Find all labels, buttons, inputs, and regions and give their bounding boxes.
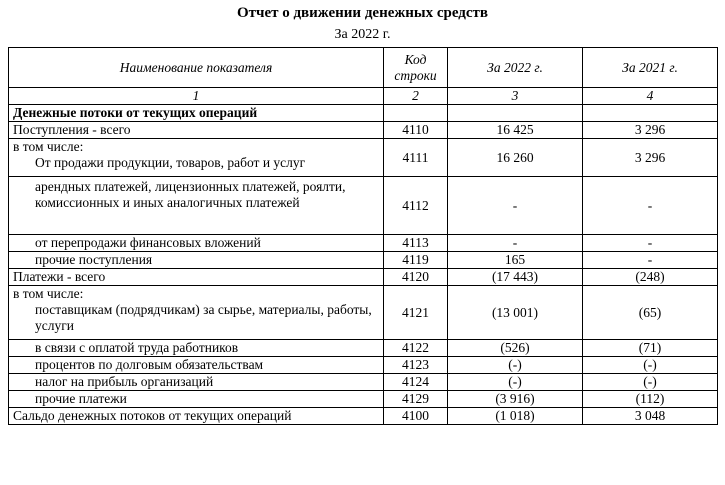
row-2021: - [583,235,718,252]
table-row [9,286,718,340]
table-row [9,105,718,122]
row-2021: 3 296 [583,122,718,139]
row-2021: - [583,252,718,269]
row-name: Поступления - всего [9,122,384,139]
row-2021: 3 296 [583,139,718,177]
report-title: Отчет о движении денежных средств [236,5,489,21]
report-period: За 2022 г. [334,27,391,42]
row-2022: (1 018) [448,408,583,425]
table-row [9,252,718,269]
index-1: 1 [9,88,384,105]
header-2021: За 2021 г. [583,48,718,88]
row-2021: 3 048 [583,408,718,425]
row-code: 4120 [384,269,448,286]
table-row [9,340,718,357]
row-2022: (-) [448,374,583,391]
row-2022: (17 443) [448,269,583,286]
row-name-cell [9,139,384,177]
row-name: Платежи - всего [9,269,384,286]
row-2021 [583,105,718,122]
row-code: 4111 [384,139,448,177]
row-name: налог на прибыль организаций [9,374,384,391]
row-name: прочие платежи [9,391,384,408]
index-2: 2 [384,88,448,105]
header-code: Код строки [384,48,448,88]
row-2022: (3 916) [448,391,583,408]
table-row [9,269,718,286]
row-name: Сальдо денежных потоков от текущих операций [9,408,384,425]
row-name: от перепродажи финансовых вложений [9,235,384,252]
cash-flow-table [8,47,718,425]
row-code: 4122 [384,340,448,357]
row-prefix: в том числе: [13,286,84,301]
row-2021: (248) [583,269,718,286]
table-row [9,408,718,425]
row-name: От продажи продукции, товаров, работ и услуг [35,155,306,170]
row-code: 4112 [384,177,448,235]
index-3: 3 [448,88,583,105]
row-2022: (526) [448,340,583,357]
row-2021: (71) [583,340,718,357]
table-row [9,374,718,391]
row-code: 4100 [384,408,448,425]
row-2022: - [448,235,583,252]
table-row [9,177,718,235]
table-row [9,235,718,252]
table-row [9,139,718,177]
row-name: процентов по долговым обязательствам [9,357,384,374]
row-code: 4113 [384,235,448,252]
row-2022 [448,105,583,122]
row-2022: 16 425 [448,122,583,139]
row-2021: (112) [583,391,718,408]
row-code: 4121 [384,286,448,340]
row-code: 4110 [384,122,448,139]
header-2022: За 2022 г. [448,48,583,88]
row-name: арендных платежей, лицензионных платежей, роялти, комиссионных и иных аналогичных платежей [9,177,384,235]
row-2022: - [448,177,583,235]
row-prefix: в том числе: [13,139,84,154]
row-name-cell [9,286,384,340]
row-2021: - [583,177,718,235]
row-2021: (65) [583,286,718,340]
header-row [9,48,718,88]
table-row [9,357,718,374]
row-2021: (-) [583,357,718,374]
row-2022: (13 001) [448,286,583,340]
row-code: 4129 [384,391,448,408]
header-name: Наименование показателя [9,48,384,88]
index-4: 4 [583,88,718,105]
row-code [384,105,448,122]
row-2021: (-) [583,374,718,391]
row-code: 4123 [384,357,448,374]
row-code: 4119 [384,252,448,269]
row-2022: (-) [448,357,583,374]
row-name: поставщикам (подрядчикам) за сырье, материалы, работы, услуги [35,302,372,333]
row-code: 4124 [384,374,448,391]
row-2022: 165 [448,252,583,269]
row-name: в связи с оплатой труда работников [9,340,384,357]
table-row [9,391,718,408]
row-name: прочие поступления [9,252,384,269]
row-name: Денежные потоки от текущих операций [9,105,384,122]
index-row [9,88,718,105]
row-2022: 16 260 [448,139,583,177]
table-row [9,122,718,139]
